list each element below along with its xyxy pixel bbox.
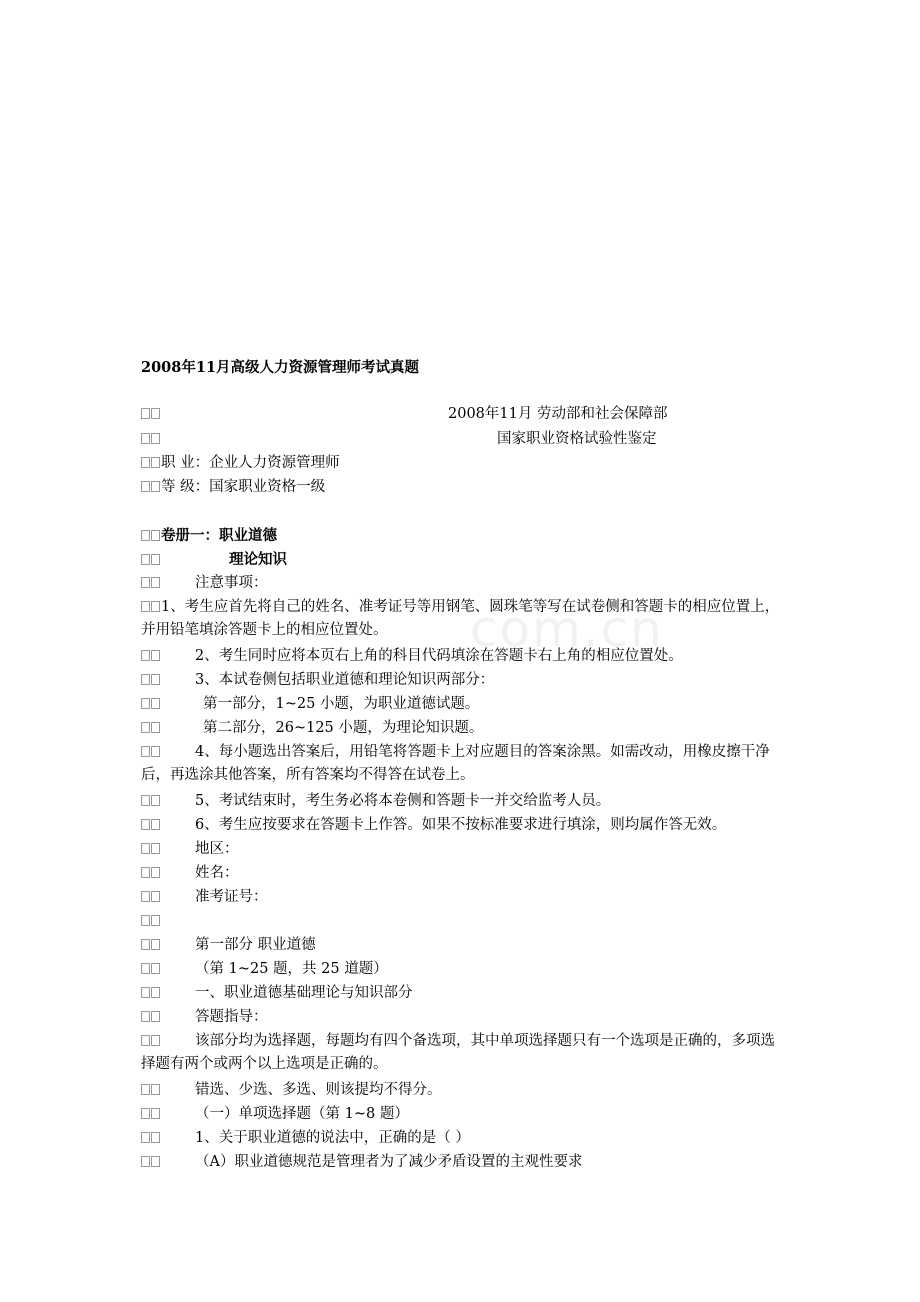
placeholder-glyph-icon bbox=[141, 1011, 150, 1022]
note-5 bbox=[141, 790, 786, 813]
placeholder-glyph-icon bbox=[141, 674, 150, 685]
part1-range: （第 1~25 题，共 25 道题） bbox=[195, 961, 388, 977]
placeholder-glyph-icon bbox=[151, 963, 160, 974]
region-field bbox=[141, 838, 786, 861]
placeholder-glyph-icon bbox=[151, 819, 160, 830]
note-5-text: 5、考试结束时，考生务必将本卷侧和答题卡一并交给监考人员。 bbox=[195, 793, 611, 809]
placeholder-glyph-icon bbox=[141, 698, 150, 709]
placeholder-glyph-icon bbox=[151, 915, 160, 926]
placeholder-glyph-icon bbox=[151, 674, 160, 685]
level: 等 级：国家职业资格一级 bbox=[161, 479, 326, 495]
question-1: 1、关于职业道德的说法中，正确的是（ ） bbox=[195, 1130, 470, 1146]
placeholder-glyph-icon bbox=[141, 1035, 150, 1046]
header-org: 国家职业资格试验性鉴定 bbox=[497, 431, 657, 447]
document-title: 2008年11月高级人力资源管理师考试真题 bbox=[141, 359, 420, 376]
scoring-line bbox=[141, 1079, 786, 1102]
note-3a-text: 第一部分，1~25 小题，为职业道德试题。 bbox=[203, 696, 480, 712]
subsection-line bbox=[141, 1103, 786, 1126]
placeholder-glyph-icon bbox=[141, 795, 150, 806]
placeholder-glyph-icon bbox=[141, 601, 150, 612]
placeholder-glyph-icon bbox=[141, 1156, 150, 1167]
part1-range-line bbox=[141, 958, 786, 981]
note-3b-text: 第二部分，26~125 小题，为理论知识题。 bbox=[203, 720, 484, 736]
placeholder-glyph-icon bbox=[151, 1156, 160, 1167]
region-label: 地区： bbox=[195, 841, 239, 857]
question-1-option-a: （A）职业道德规范是管理者为了减少矛盾设置的主观性要求 bbox=[195, 1154, 583, 1170]
name-label: 姓名： bbox=[195, 865, 239, 881]
guide-text: 该部分均为选择题，每题均有四个备选项，其中单项选择题只有一个选项是正确的，多项选择题有两个或两个以上选项是正确的。 bbox=[141, 1033, 775, 1072]
watermark: com.cn bbox=[470, 600, 664, 658]
scoring-text: 错选、少选、多选、则该提均不得分。 bbox=[195, 1082, 442, 1098]
volume-heading: 卷册一：职业道德 bbox=[161, 527, 277, 544]
placeholder-glyph-icon bbox=[151, 722, 160, 733]
placeholder-glyph-icon bbox=[151, 408, 160, 419]
placeholder-glyph-icon bbox=[141, 939, 150, 950]
placeholder-glyph-icon bbox=[151, 601, 160, 612]
placeholder-glyph-icon bbox=[141, 1084, 150, 1095]
placeholder-glyph-icon bbox=[141, 1108, 150, 1119]
part1-title: 第一部分 职业道德 bbox=[195, 937, 316, 953]
placeholder-glyph-icon bbox=[141, 746, 150, 757]
placeholder-glyph-icon bbox=[141, 819, 150, 830]
name-field bbox=[141, 862, 786, 885]
level-line bbox=[141, 476, 786, 499]
placeholder-glyph-icon bbox=[151, 939, 160, 950]
notes-heading: 注意事项： bbox=[195, 575, 268, 591]
occupation-line bbox=[141, 452, 786, 475]
note-3b bbox=[141, 717, 786, 740]
placeholder-glyph-icon bbox=[151, 1011, 160, 1022]
placeholder-glyph-icon bbox=[151, 481, 160, 492]
note-2-text: 2、考生同时应将本页右上角的科目代码填涂在答题卡右上角的相应位置处。 bbox=[195, 648, 683, 664]
placeholder-glyph-icon bbox=[151, 891, 160, 902]
placeholder-glyph-icon bbox=[141, 963, 150, 974]
placeholder-glyph-icon bbox=[141, 987, 150, 998]
placeholder-glyph-icon bbox=[141, 891, 150, 902]
placeholder-glyph-icon bbox=[151, 1132, 160, 1143]
placeholder-glyph-icon bbox=[151, 746, 160, 757]
exam-no-label: 准考证号： bbox=[195, 889, 268, 905]
subsection-title: （一）单项选择题（第 1~8 题） bbox=[195, 1106, 409, 1122]
question-1-line bbox=[141, 1127, 786, 1150]
placeholder-glyph-icon bbox=[141, 554, 150, 565]
header-line-org bbox=[141, 428, 786, 451]
placeholder-glyph-icon bbox=[151, 867, 160, 878]
note-4 bbox=[141, 741, 786, 787]
placeholder-glyph-icon bbox=[141, 1132, 150, 1143]
placeholder-glyph-icon bbox=[141, 481, 150, 492]
placeholder-glyph-icon bbox=[151, 577, 160, 588]
placeholder-glyph-icon bbox=[141, 577, 150, 588]
exam-no-field bbox=[141, 886, 786, 909]
placeholder-glyph-icon bbox=[151, 1108, 160, 1119]
part1-title-line bbox=[141, 934, 786, 957]
note-1-text: 1、考生应首先将自己的姓名、准考证号等用钢笔、圆珠笔等写在试卷侧和答题卡的相应位置上，并用铅笔填涂答题卡上的相应位置处。 bbox=[141, 599, 780, 638]
note-6-text: 6、考生应按要求在答题卡上作答。如果不按标准要求进行填涂，则均属作答无效。 bbox=[195, 817, 727, 833]
blank-line bbox=[141, 910, 786, 933]
note-4-text: 4、每小题选出答案后，用铅笔将答题卡上对应题目的答案涂黑。如需改动，用橡皮擦干净后，再选涂其他答案，所有答案均不得答在试卷上。 bbox=[141, 744, 770, 783]
placeholder-glyph-icon bbox=[141, 867, 150, 878]
placeholder-glyph-icon bbox=[151, 1084, 160, 1095]
header-line-date bbox=[141, 403, 786, 426]
note-2 bbox=[141, 645, 786, 668]
note-3a bbox=[141, 693, 786, 716]
placeholder-glyph-icon bbox=[141, 408, 150, 419]
placeholder-glyph-icon bbox=[141, 915, 150, 926]
placeholder-glyph-icon bbox=[151, 554, 160, 565]
placeholder-glyph-icon bbox=[151, 457, 160, 468]
occupation: 职 业：企业人力资源管理师 bbox=[161, 455, 340, 471]
placeholder-glyph-icon bbox=[151, 987, 160, 998]
note-3 bbox=[141, 669, 786, 692]
guide-heading: 答题指导： bbox=[195, 1009, 268, 1025]
question-1-option-a-line bbox=[141, 1151, 786, 1174]
note-6 bbox=[141, 814, 786, 837]
placeholder-glyph-icon bbox=[151, 433, 160, 444]
volume-heading-line bbox=[141, 524, 786, 547]
guide-heading-line bbox=[141, 1006, 786, 1029]
placeholder-glyph-icon bbox=[141, 433, 150, 444]
notes-heading-line bbox=[141, 572, 786, 595]
part1-section-line bbox=[141, 982, 786, 1005]
note-3-text: 3、本试卷侧包括职业道德和理论知识两部分： bbox=[195, 672, 495, 688]
placeholder-glyph-icon bbox=[141, 530, 150, 541]
placeholder-glyph-icon bbox=[141, 650, 150, 661]
placeholder-glyph-icon bbox=[151, 530, 160, 541]
part1-section: 一、职业道德基础理论与知识部分 bbox=[195, 985, 413, 1001]
placeholder-glyph-icon bbox=[141, 722, 150, 733]
guide-text-line bbox=[141, 1030, 786, 1076]
placeholder-glyph-icon bbox=[151, 795, 160, 806]
volume-subheading-line bbox=[141, 548, 786, 571]
placeholder-glyph-icon bbox=[151, 1035, 160, 1046]
note-1 bbox=[141, 596, 786, 642]
placeholder-glyph-icon bbox=[151, 698, 160, 709]
placeholder-glyph-icon bbox=[151, 843, 160, 854]
header-date-dept: 2008年11月 劳动部和社会保障部 bbox=[448, 406, 668, 422]
placeholder-glyph-icon bbox=[151, 650, 160, 661]
placeholder-glyph-icon bbox=[141, 457, 150, 468]
placeholder-glyph-icon bbox=[141, 843, 150, 854]
volume-subheading: 理论知识 bbox=[229, 551, 287, 568]
